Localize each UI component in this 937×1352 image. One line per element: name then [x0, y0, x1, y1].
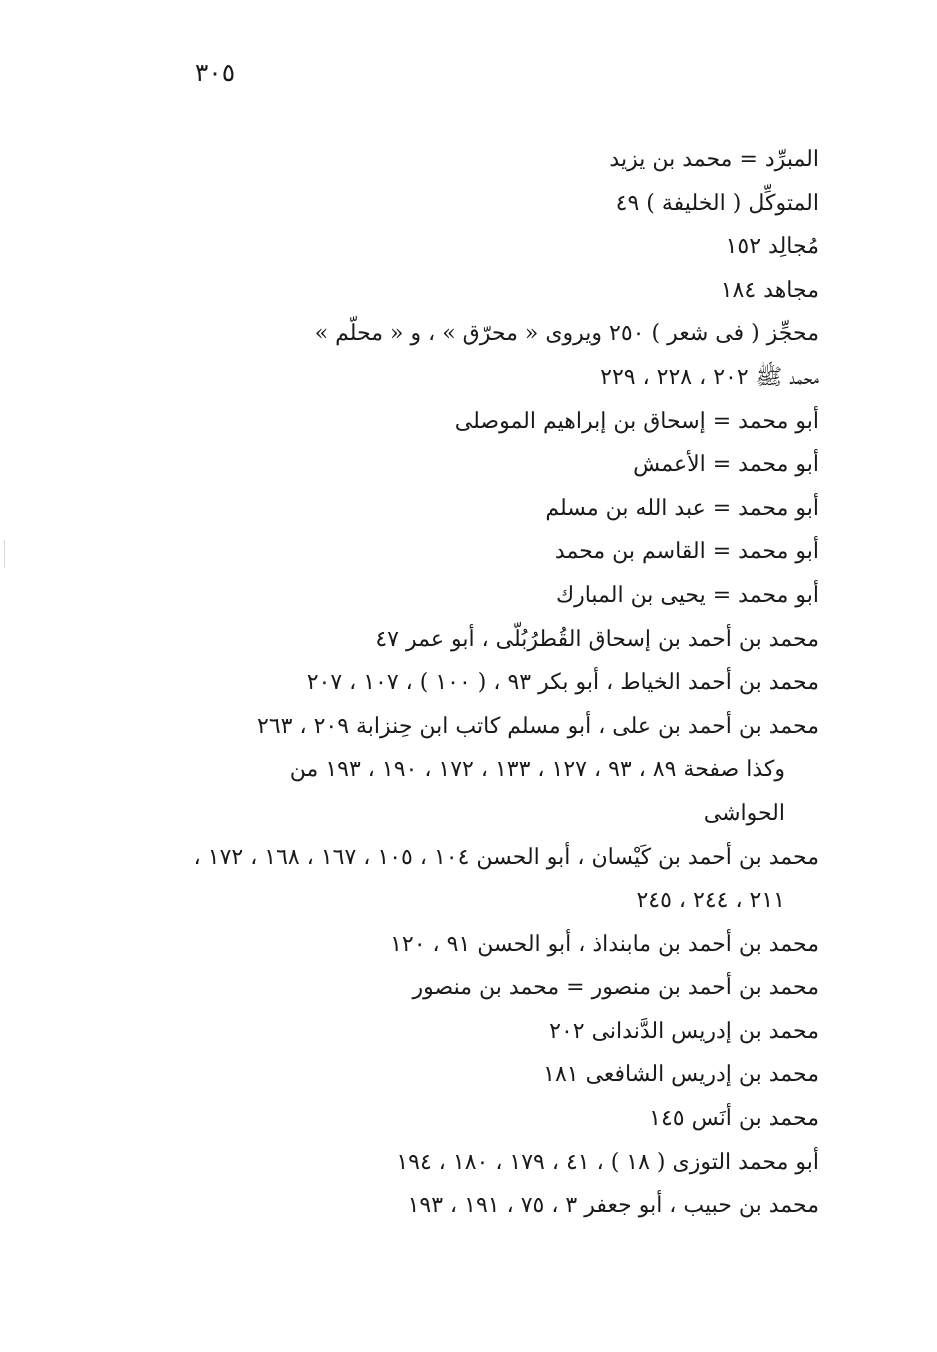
index-entry: المبرِّد = محمد بن يزيد: [609, 147, 819, 172]
index-entry: أبو محمد = إسحاق بن إبراهيم الموصلى: [454, 408, 819, 434]
index-entry: محمد بن أحمد بن كَيْسان ، أبو الحسن ١٠٤ ، ١٠٥ ، ١٦٧ ، ١٦٨ ، ١٧٢ ،: [193, 844, 819, 870]
index-entry: محمد بن أنَس ١٤٥: [649, 1106, 819, 1132]
index-entry: محمد بن أحمد بن إسحاق القُطرُبُلّى ، أبو عمر ٤٧: [375, 626, 819, 652]
index-entry: محجِّز ( فى شعر ) ٢٥٠ ويروى « محرّق » ، و « محلّم »: [314, 321, 819, 347]
index-entry-continuation: ٢١١ ، ٢٤٤ ، ٢٤٥: [636, 888, 785, 914]
scan-edge-mark: [4, 540, 5, 568]
index-entry-continuation: وكذا صفحة ٨٩ ، ٩٣ ، ١٢٧ ، ١٣٣ ، ١٧٢ ، ١٩٠ ، ١٩٣ من: [289, 757, 785, 783]
index-entry: أبو محمد = عبد الله بن مسلم: [545, 495, 819, 521]
index-entry: أبو محمد التوزى ( ١٨ ) ، ٤١ ، ١٧٩ ، ١٨٠ ، ١٩٤: [396, 1149, 819, 1175]
index-entry: محمد بن إدريس الدَّندانى ٢٠٢: [549, 1018, 819, 1044]
index-entry: محمد بن أحمد بن على ، أبو مسلم كاتب ابن حِنزابة ٢٠٩ ، ٢٦٣: [257, 713, 819, 739]
index-entry-continuation: الحواشى: [703, 800, 785, 826]
index-entry: أبو محمد = القاسم بن محمد: [554, 539, 819, 565]
index-entry: محمد بن إدريس الشافعى ١٨١: [543, 1062, 819, 1088]
index-entry: محمد بن أحمد بن منصور = محمد بن منصور: [412, 975, 819, 1001]
index-entry: مجاهد ١٨٤: [720, 277, 819, 303]
page-number: ٣٠٥: [194, 58, 236, 87]
index-entry: محمد بن أحمد بن مابنداذ ، أبو الحسن ٩١ ، ١٢٠: [390, 931, 819, 957]
index-entry: المتوكِّل ( الخليفة ) ٤٩: [615, 190, 819, 216]
index-entry: محمد بن حبيب ، أبو جعفر ٣ ، ٧٥ ، ١٩١ ، ١٩٣: [407, 1193, 819, 1219]
index-entry: محمد بن أحمد الخياط ، أبو بكر ٩٣ ، ( ١٠٠ ) ، ١٠٧ ، ٢٠٧: [306, 670, 819, 696]
index-entry: محمد ﷺ ٢٠٢ ، ٢٢٨ ، ٢٢٩: [600, 364, 819, 390]
index-entry: أبو محمد = يحيى بن المبارك: [555, 582, 819, 608]
index-entry: أبو محمد = الأعمش: [633, 452, 819, 478]
index-entry: مُجالِد ١٥٢: [725, 234, 819, 260]
index-entries: [129, 138, 819, 1228]
